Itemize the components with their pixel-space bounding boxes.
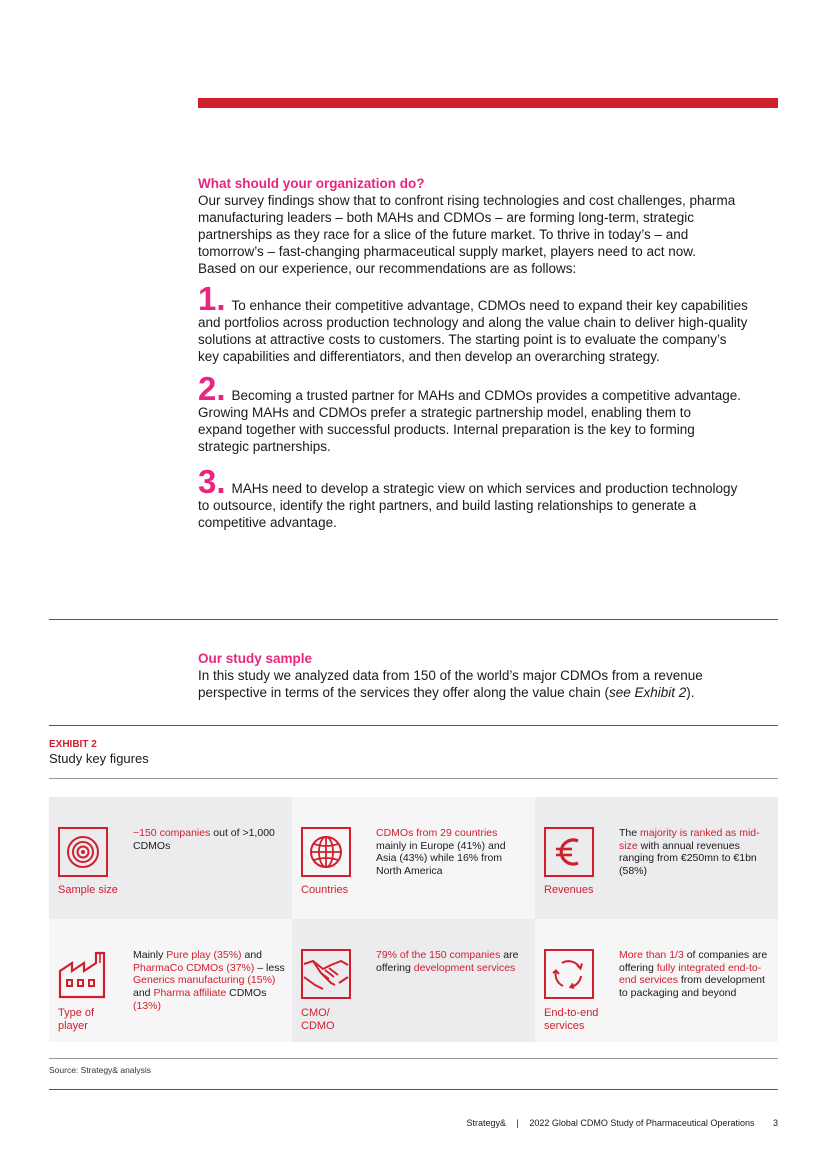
text-line: solutions at attractive costs to customers. The starting point is to evaluate the company’s <box>198 332 727 347</box>
label-line: End-to-end <box>544 1007 599 1019</box>
text-line <box>198 280 773 317</box>
text-span: are offering <box>376 949 519 974</box>
text-span: Becoming a trusted partner for MAHs and CDMOs provides a competitive advantage. <box>231 388 742 403</box>
recommendation-text <box>198 280 773 365</box>
text-span: Mainly <box>133 949 167 961</box>
text-line: manufacturing leaders – both MAHs and CDMOs – are forming long-term, strategic <box>198 210 694 225</box>
text-line: Growing MAHs and CDMOs prefer a strategic partnership model, enabling them to <box>198 405 691 420</box>
text-span: with annual revenues ranging from €250mn to €1bn (58%) <box>619 839 757 878</box>
section-heading: Our study sample <box>198 651 313 666</box>
exhibit-label: EXHIBIT 2 <box>49 739 97 750</box>
footer-brand: Strategy& <box>466 1118 506 1128</box>
handshake-icon <box>301 949 351 999</box>
highlighted-text: (13%) <box>133 999 162 1012</box>
text-span: out of >1,000 CDMOs <box>133 827 275 852</box>
text-span: CDMOs <box>226 987 267 1000</box>
text-span: from development to packaging and beyond <box>619 974 765 1000</box>
text-line <box>198 684 773 701</box>
exhibit-bottom-rule <box>49 1058 778 1059</box>
text-span: mainly in Europe (41%) and Asia (43%) while 16% from North America <box>376 839 506 878</box>
label-line: CMO/ <box>301 1007 330 1019</box>
target-icon <box>58 827 108 877</box>
highlighted-text: majority is ranked as mid-size <box>619 827 760 852</box>
key-figure-text <box>133 827 285 852</box>
source-note: Source: Strategy& analysis <box>49 1065 152 1075</box>
exhibit-title-rule <box>49 778 778 779</box>
text-span: MAHs need to develop a strategic view on which services and production technology <box>231 481 738 496</box>
text-line: tomorrow’s – fast-changing pharmaceutical supply market, players need to act now. <box>198 244 697 259</box>
key-figures-grid <box>49 797 778 1042</box>
key-figure-label <box>58 884 118 897</box>
key-figure-text <box>133 949 285 1013</box>
key-figure-text <box>376 949 528 974</box>
text-span: – less <box>254 961 285 974</box>
study-sample-section <box>198 650 773 701</box>
recommendation-3 <box>198 463 773 531</box>
intro-paragraph <box>198 192 773 277</box>
text-span: and <box>241 949 262 961</box>
key-figure-text <box>619 827 771 878</box>
text-line: competitive advantage. <box>198 515 337 530</box>
label-line: CDMO <box>301 1019 335 1032</box>
highlighted-text: fully integrated end-to-end services <box>619 961 762 987</box>
footer-publication: 2022 Global CDMO Study of Pharmaceutical Operations <box>529 1118 755 1128</box>
recommendation-number: 2. <box>198 370 226 407</box>
section-heading: What should your organization do? <box>198 176 425 191</box>
text-line: expand together with successful products. Internal preparation is the key to forming <box>198 422 695 437</box>
highlighted-text: Pharma affiliate <box>153 987 227 1000</box>
label-line: Type of <box>58 1007 95 1019</box>
key-figure-label <box>301 1007 335 1032</box>
highlighted-text: CDMOs from 29 countries <box>376 827 498 839</box>
key-figure-end-to-end <box>535 919 778 1042</box>
exhibit-title: Study key figures <box>49 751 149 766</box>
key-figure-revenues <box>535 797 778 919</box>
recommendation-1 <box>198 280 773 365</box>
key-figure-label <box>301 884 348 897</box>
text-line: partnerships as they race for a slice of the future market. To thrive in today’s – and <box>198 227 689 242</box>
page-number: 3 <box>772 1118 778 1128</box>
text-span: ). <box>686 685 695 700</box>
page-footer <box>466 1118 778 1128</box>
highlighted-text: Pure play (35%) <box>166 949 242 961</box>
recommendations-section <box>198 175 773 277</box>
text-line: Based on our experience, our recommendations are as follows: <box>198 261 577 276</box>
header-accent-bar <box>198 98 778 108</box>
highlighted-text: PharmaCo CDMOs (37%) <box>133 961 255 974</box>
label-line: Revenues <box>544 884 594 896</box>
text-line: In this study we analyzed data from 150 of the world’s major CDMOs from a revenue <box>198 668 703 683</box>
text-span: and <box>133 987 154 1000</box>
recommendation-text <box>198 463 773 531</box>
key-figure-countries <box>292 797 535 919</box>
label-line: Countries <box>301 884 349 896</box>
text-line: to outsource, identify the right partners, and build lasting relationships to generate a <box>198 498 697 513</box>
study-sample-paragraph <box>198 667 773 701</box>
recommendation-number: 3. <box>198 463 226 500</box>
text-span: of companies are offering <box>619 949 768 974</box>
key-figure-text <box>376 827 528 878</box>
text-line: strategic partnerships. <box>198 439 331 454</box>
text-line: key capabilities and differentiators, and then develop an overarching strategy. <box>198 349 660 364</box>
factory-icon <box>58 949 108 999</box>
text-line <box>198 463 773 500</box>
text-span: The <box>619 827 641 839</box>
text-line: and portfolios across production technology and along the value chain to deliver high-quality <box>198 315 748 330</box>
exhibit-top-rule <box>49 725 778 726</box>
recommendation-number: 1. <box>198 280 226 317</box>
text-span: To enhance their competitive advantage, CDMOs need to expand their key capabilities <box>231 298 748 313</box>
key-figure-label <box>544 884 594 897</box>
section-divider <box>49 619 778 620</box>
text-line <box>198 370 773 407</box>
text-line: Our survey findings show that to confront rising technologies and cost challenges, pharma <box>198 193 736 208</box>
euro-icon <box>544 827 594 877</box>
exhibit-reference: see Exhibit 2 <box>608 685 687 700</box>
recommendation-2 <box>198 370 773 455</box>
footer-rule <box>49 1089 778 1090</box>
key-figure-cmo-cdmo <box>292 919 535 1042</box>
cycle-arrows-icon <box>544 949 594 999</box>
key-figure-label <box>58 1007 94 1032</box>
highlighted-text: development services <box>413 961 516 974</box>
label-line: player <box>58 1019 88 1032</box>
label-line: Sample size <box>58 884 118 896</box>
recommendation-text <box>198 370 773 455</box>
text-span: perspective in terms of the services they offer along the value chain ( <box>198 685 609 700</box>
key-figure-label <box>544 1007 598 1032</box>
footer-separator: | <box>516 1118 519 1128</box>
globe-icon <box>301 827 351 877</box>
highlighted-text: Generics manufacturing (15%) <box>133 974 276 987</box>
label-line: services <box>544 1019 585 1032</box>
key-figure-text <box>619 949 771 1000</box>
key-figure-type-of-player <box>49 919 292 1042</box>
key-figure-sample-size <box>49 797 292 919</box>
highlighted-text: More than 1/3 <box>619 949 684 961</box>
highlighted-text: ~150 companies <box>133 827 211 839</box>
highlighted-text: 79% of the 150 companies <box>376 949 501 961</box>
